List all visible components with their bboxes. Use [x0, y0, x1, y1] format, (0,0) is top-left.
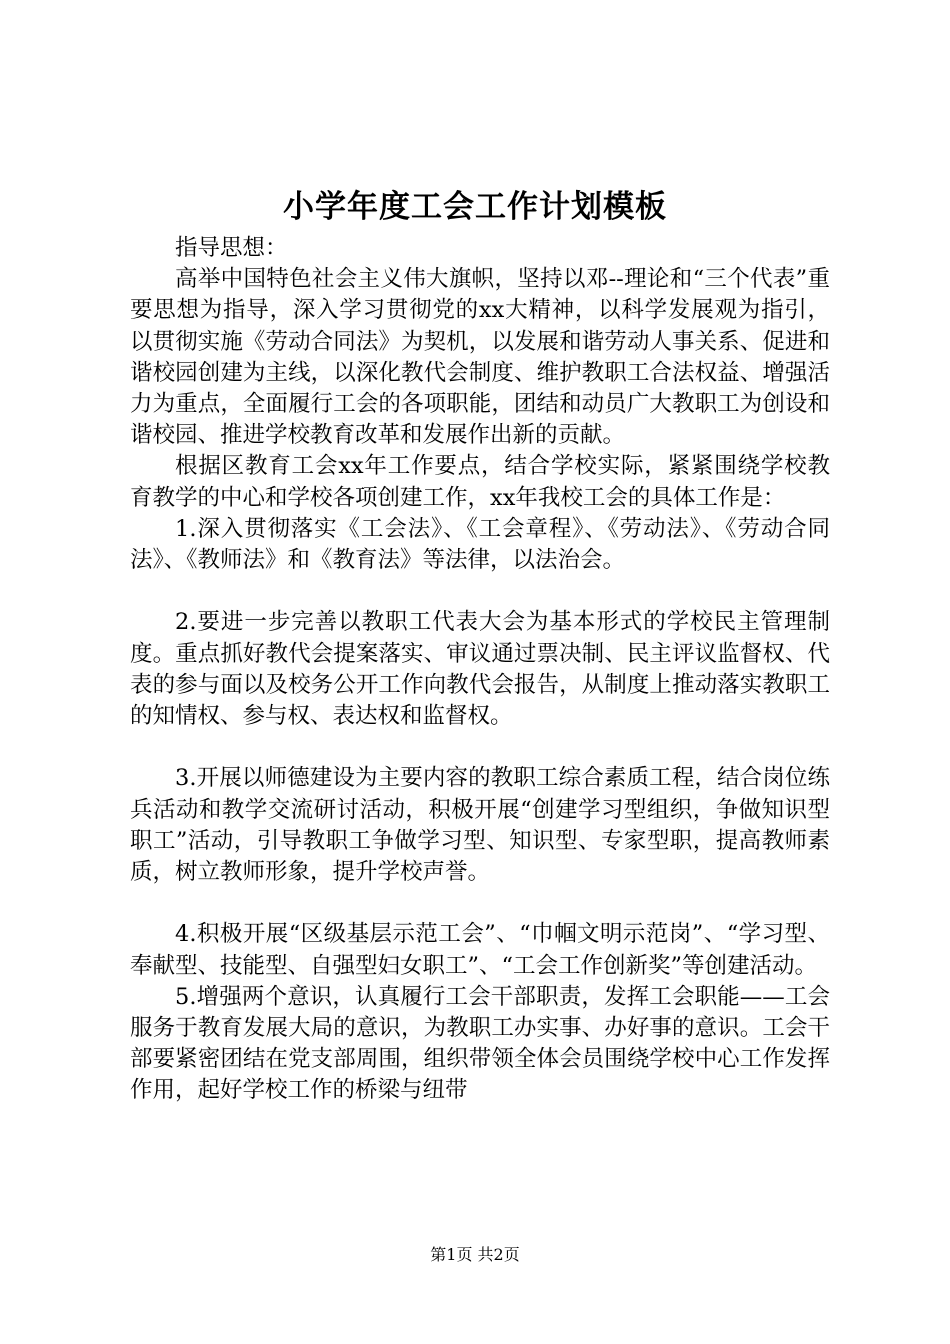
page-number-footer: 第1页 共2页 — [430, 1245, 520, 1264]
paragraph-item-1: 1.深入贯彻落实《工会法》、《工会章程》、《劳动法》、《劳动合同法》、《教师法》和《教育法》等法律，以法治会。 — [130, 515, 830, 574]
document-body — [130, 233, 830, 1107]
paragraph-item-3: 3.开展以师德建设为主要内容的教职工综合素质工程，结合岗位练兵活动和教学交流研讨活动，积极开展“创建学习型组织，争做知识型职工”活动，引导教职工争做学习型、知识型、专家型职，提高教师素质，树立教师形象，提升学校声誉。 — [130, 765, 830, 886]
paragraph-guiding-thought: 高举中国特色社会主义伟大旗帜，坚持以邓--理论和“三个代表”重要思想为指导，深入学习贯彻党的xx大精神，以科学发展观为指引，以贯彻实施《劳动合同法》为契机，以发展和谐劳动人事关系、促进和谐校园创建为主线，以深化教代会制度、维护教职工合法权益、增强活力为重点，全面履行工会的各项职能，团结和动员广大教职工为创设和谐校园、推进学校教育改革和发展作出新的贡献。 — [130, 266, 830, 449]
paragraph-guiding-heading: 指导思想： — [175, 235, 288, 261]
paragraph-work-intro: 根据区教育工会xx年工作要点，结合学校实际，紧紧围绕学校教育教学的中心和学校各项创建工作，xx年我校工会的具体工作是： — [130, 453, 830, 511]
document-title: 小学年度工会工作计划模板 — [283, 189, 667, 225]
paragraph-item-5: 5.增强两个意识，认真履行工会干部职责，发挥工会职能——工会服务于教育发展大局的意识，为教职工办实事、办好事的意识。工会干部要紧密团结在党支部周围，组织带领全体会员围绕学校中心工作发挥作用，起好学校工作的桥梁与纽带 — [130, 983, 830, 1104]
paragraph-item-2: 2.要进一步完善以教职工代表大会为基本形式的学校民主管理制度。重点抓好教代会提案落实、审议通过票决制、民主评议监督权、代表的参与面以及校务公开工作向教代会报告，从制度上推动落实教职工的知情权、参与权、表达权和监督权。 — [130, 609, 830, 730]
paragraph-item-4: 4.积极开展“区级基层示范工会”、“巾帼文明示范岗”、“学习型、奉献型、技能型、自强型妇女职工”、“工会工作创新奖”等创建活动。 — [130, 921, 830, 979]
